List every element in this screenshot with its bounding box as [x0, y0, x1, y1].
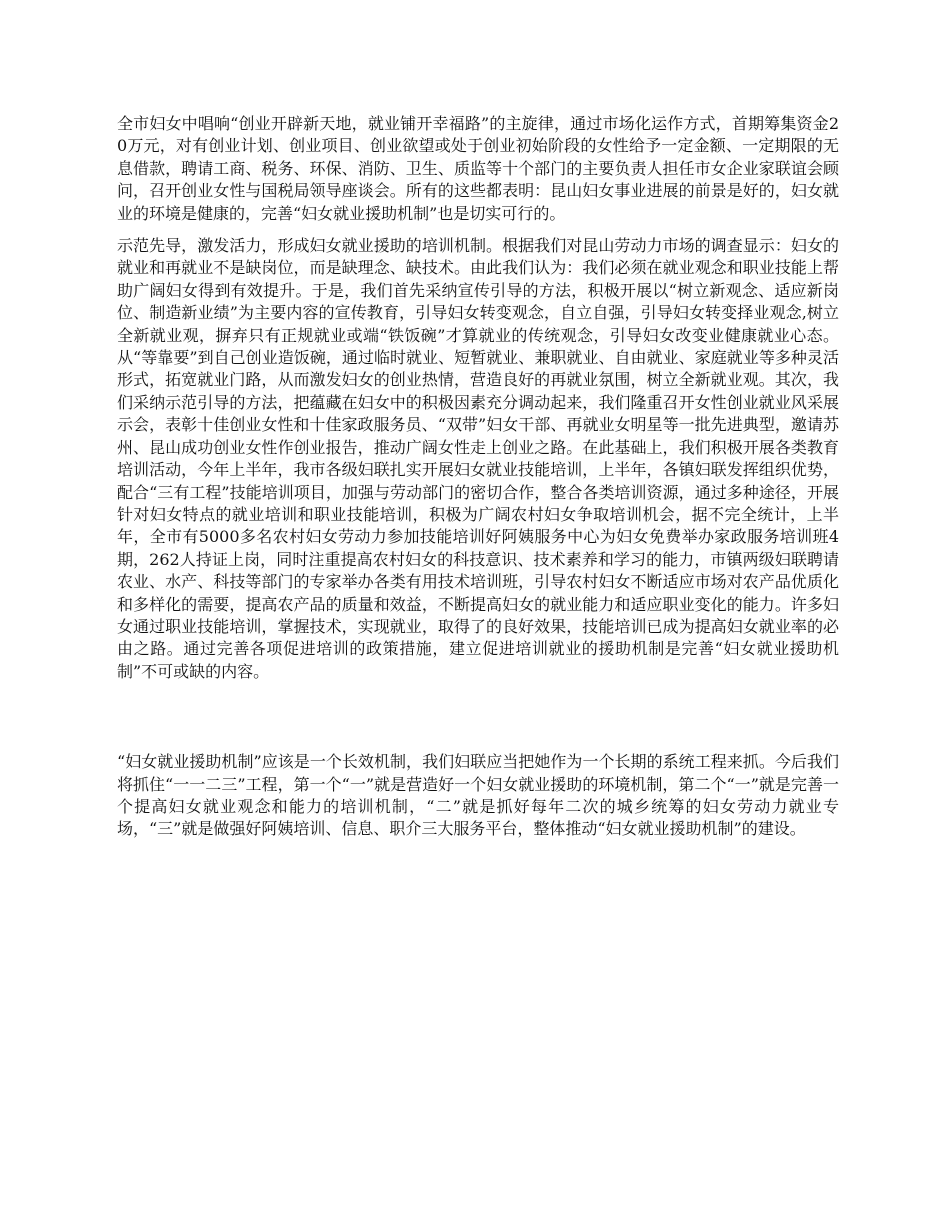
document-page [117, 113, 839, 841]
paragraph-1: 全市妇女中唱响“创业开辟新天地，就业铺开幸福路”的主旋律，通过市场化运作方式，首期筹集资金20万元，对有创业计划、创业项目、创业欲望或处于创业初始阶段的女性给予一定金额、一定期限的无息借款，聘请工商、税务、环保、消防、卫生、质监等十个部门的主要负责人担任市女企业家联谊会顾问，召开创业女性与国税局领导座谈会。所有的这些都表明：昆山妇女事业进展的前景是好的，妇女就业的环境是健康的，完善“妇女就业援助机制”也是切实可行的。 [117, 114, 839, 223]
paragraph-2: 示范先导，激发活力，形成妇女就业援助的培训机制。根据我们对昆山劳动力市场的调查显示：妇女的就业和再就业不是缺岗位，而是缺理念、缺技术。由此我们认为：我们必须在就业观念和职业技能上帮助广阔妇女得到有效提升。于是，我们首先采纳宣传引导的方法，积极开展以“树立新观念、适应新岗位、制造新业绩”为主要内容的宣传教育，引导妇女转变观念，自立自强，引导妇女转变择业观念,树立全新就业观，摒弃只有正规就业或端“铁饭碗”才算就业的传统观念，引导妇女改变业健康就业心态。从“等靠要”到自己创业造饭碗，通过临时就业、短暂就业、兼职就业、自由就业、家庭就业等多种灵活形式，拓宽就业门路，从而激发妇女的创业热情，营造良好的再就业氛围，树立全新就业观。其次，我们采纳示范引导的方法，把蕴藏在妇女中的积极因素充分调动起来，我们隆重召开女性创业就业风采展示会，表彰十佳创业女性和十佳家政服务员、“双带”妇女干部、再就业女明星等一批先进典型，邀请苏州、昆山成功创业女性作创业报告，推动广阔女性走上创业之路。在此基础上，我们积极开展各类教育培训活动，今年上半年，我市各级妇联扎实开展妇女就业技能培训，上半年，各镇妇联发挥组织优势，配合“三有工程”技能培训项目，加强与劳动部门的密切合作，整合各类培训资源，通过多种途径，开展针对妇女特点的就业培训和职业技能培训，积极为广阔农村妇女争取培训机会，据不完全统计，上半年，全市有5000多名农村妇女劳动力参加技能培训好阿姨服务中心为妇女免费举办家政服务培训班4期，262人持证上岗，同时注重提高农村妇女的科技意识、技术素养和学习的能力，市镇两级妇联聘请农业、水产、科技等部门的专家举办各类有用技术培训班，引导农村妇女不断适应市场对农产品优质化和多样化的需要，提高农产品的质量和效益，不断提高妇女的就业能力和适应职业变化的能力。许多妇女通过职业技能培训，掌握技术，实现就业，取得了的良好效果，技能培训已成为提高妇女就业率的必由之路。通过完善各项促进培训的政策措施，建立促进培训就业的援助机制是完善“妇女就业援助机制”不可或缺的内容。 [117, 236, 839, 681]
paragraph-3: “妇女就业援助机制”应该是一个长效机制，我们妇联应当把她作为一个长期的系统工程来抓。今后我们将抓住“一一二三”工程，第一个“一”就是营造好一个妇女就业援助的环境机制，第二个“一”就是完善一个提高妇女就业观念和能力的培训机制，“二”就是抓好每年二次的城乡统筹的妇女劳动力就业专场，“三”就是做强好阿姨培训、信息、职介三大服务平台，整体推动“妇女就业援助机制”的建设。 [117, 752, 839, 839]
